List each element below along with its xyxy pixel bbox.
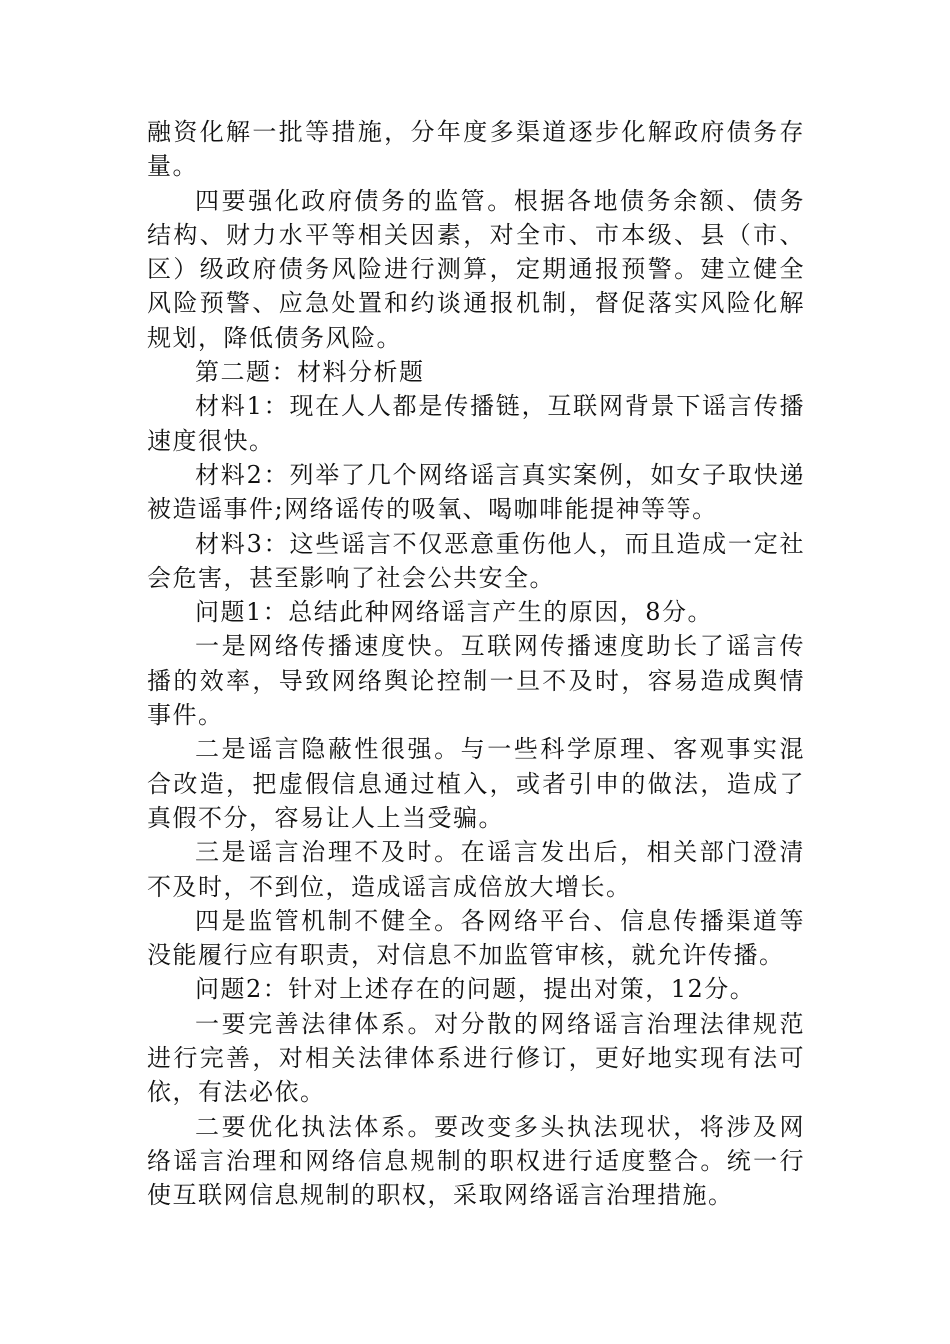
- answer-point: 一要完善法律体系。对分散的网络谣言治理法律规范进行完善，对相关法律体系进行修订，更好地实现有法可依，有法必依。: [147, 1009, 805, 1107]
- answer-point: 一是网络传播速度快。互联网传播速度助长了谣言传播的效率，导致网络舆论控制一旦不及时，容易造成舆情事件。: [147, 632, 805, 730]
- answer-point: 四是监管机制不健全。各网络平台、信息传播渠道等没能履行应有职责，对信息不加监管审核，就允许传播。: [147, 906, 805, 970]
- answer-point: 二是谣言隐蔽性很强。与一些科学原理、客观事实混合改造，把虚假信息通过植入，或者引申的做法，造成了真假不分，容易让人上当受骗。: [147, 735, 805, 832]
- material-2: 材料2：列举了几个网络谣言真实案例，如女子取快递被造谣事件;网络谣传的吸氧、喝咖啡能提神等等。: [147, 460, 805, 524]
- section-heading: 第二题：材料分析题: [195, 358, 425, 387]
- question-2: 问题2：针对上述存在的问题，提出对策，12分。: [195, 975, 756, 1004]
- material-3: 材料3：这些谣言不仅恶意重伤他人，而且造成一定社会危害，甚至影响了社会公共安全。: [147, 529, 805, 592]
- document-body: [147, 115, 805, 1213]
- paragraph-continuation: 融资化解一批等措施，分年度多渠道逐步化解政府债务存量。: [147, 118, 805, 181]
- answer-point: 二要优化执法体系。要改变多头执法现状，将涉及网络谣言治理和网络信息规制的职权进行适度整合。统一行使互联网信息规制的职权，采取网络谣言治理措施。: [147, 1112, 805, 1210]
- paragraph: 四要强化政府债务的监管。根据各地债务余额、债务结构、财力水平等相关因素，对全市、市本级、县（市、区）级政府债务风险进行测算，定期通报预警。建立健全风险预警、应急处置和约谈通报机制，督促落实风险化解规划，降低债务风险。: [147, 186, 805, 352]
- question-1: 问题1：总结此种网络谣言产生的原因，8分。: [195, 598, 714, 627]
- material-1: 材料1：现在人人都是传播链，互联网背景下谣言传播速度很快。: [147, 392, 805, 455]
- answer-point: 三是谣言治理不及时。在谣言发出后，相关部门澄清不及时，不到位，造成谣言成倍放大增长。: [147, 838, 805, 901]
